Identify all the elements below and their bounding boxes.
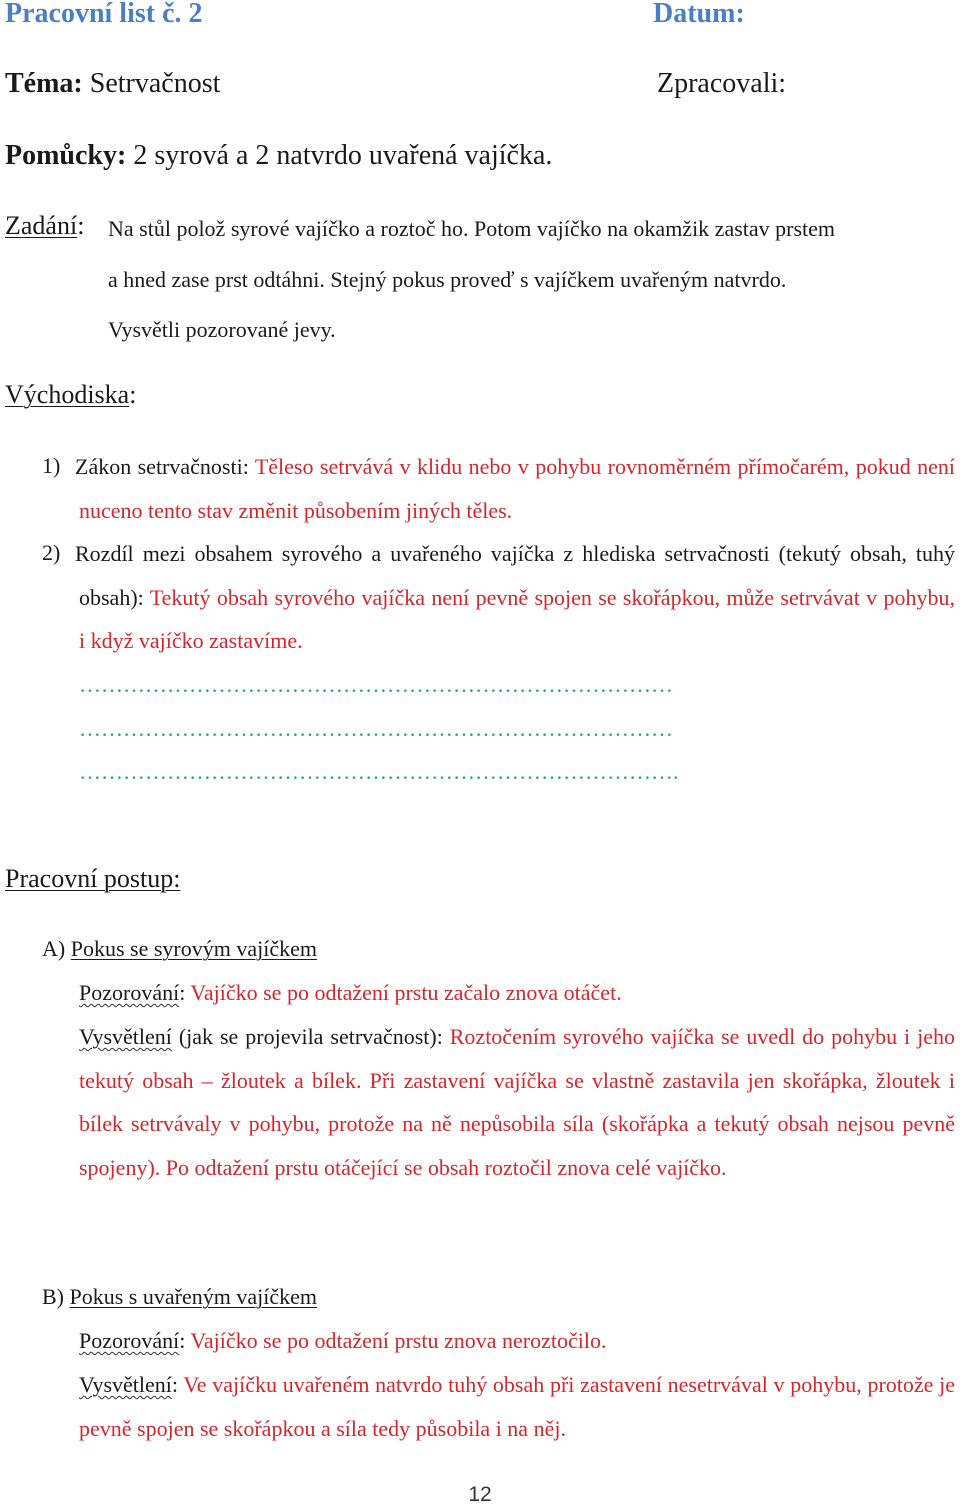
tools-line (5, 140, 552, 172)
experiment-a-letter: A) (42, 936, 66, 961)
assignment-line-1: Na stůl polož syrové vajíčko a roztoč ho. Potom vajíčko na okamžik zastav prstem (108, 216, 836, 241)
topic-line (5, 68, 220, 100)
tools-label: Pomůcky: (5, 140, 127, 171)
experiment-b-explanation-colon: : (171, 1372, 184, 1397)
experiment-b-observation-label: Pozorování (79, 1328, 180, 1353)
topic-value: Setrvačnost (82, 68, 221, 99)
basis-item-1-answer: Těleso setrvává v klidu nebo v pohybu rovnoměrném přímočarém, pokud není nuceno tento stav změnit působením jiných těles. (79, 454, 956, 523)
experiment-a-observation-colon: : (179, 980, 191, 1005)
assignment-colon: : (77, 211, 85, 240)
experiment-a-title: Pokus se syrovým vajíčkem (70, 936, 317, 961)
authors-label: Zpracovali: (657, 68, 787, 99)
basis-item-2-number: 2) (42, 540, 61, 565)
basis-item-2 (75, 532, 955, 663)
experiment-a-explanation (79, 1015, 955, 1189)
basis-item-2-answer: Tekutý obsah syrového vajíčka není pevně spojen se skořápkou, může setrvávat v pohybu, i když vajíčko zastavíme. (79, 584, 955, 653)
basis-item-1-prompt: Zákon setrvačnosti: (75, 454, 255, 479)
tools-value: 2 syrová a 2 natvrdo uvařená vajíčka. (126, 140, 553, 171)
basis-item-1 (75, 445, 956, 532)
experiment-b-title: Pokus s uvařeným vajíčkem (69, 1284, 317, 1309)
basis-item-1-number: 1) (42, 453, 61, 478)
experiment-b-explanation-label: Vysvětlení (79, 1372, 172, 1397)
page-number: 12 (468, 1483, 492, 1506)
experiment-b-observation (79, 1328, 606, 1354)
experiment-a-explanation-text: Roztočením syrového vajíčka se uvedl do pohybu i jeho tekutý obsah – žloutek a bílek. Při zastavení vajíčka se vlastně zastavila jen skořápka, žloutek i bílek setrvávaly v pohybu, protože na ně nepůsobila síla (skořápka a tekutý obsah nejsou pevně spojeny). Po odtažení prstu otáčející se obsah roztočil znova celé vajíčko. (79, 1024, 955, 1180)
basis-label: Východiska (5, 380, 130, 409)
experiment-b-observation-colon: : (179, 1328, 191, 1353)
assignment-line-2: a hned zase prst odtáhni. Stejný pokus proveď s vajíčkem uvařeným natvrdo. (108, 267, 787, 292)
experiment-b-heading (42, 1284, 317, 1310)
procedure-heading: Pracovní postup: (5, 864, 181, 893)
experiment-b-explanation-text: Ve vajíčku uvařeném natvrdo tuhý obsah při zastavení nesetrvával v pohybu, protože je pevně spojen se skořápkou a síla tedy působila i na něj. (79, 1372, 956, 1441)
answer-dots-line-1: ……………………………………………………………………… (79, 672, 673, 697)
answer-dots-line-3: ………………………………………………………………………. (79, 759, 679, 784)
answer-dots-line-2: ……………………………………………………………………… (79, 716, 673, 741)
basis-colon: : (129, 380, 137, 409)
experiment-b-letter: B) (42, 1284, 64, 1309)
assignment-label: Zadání (5, 211, 78, 240)
experiment-b-observation-text: Vajíčko se po odtažení prstu znova neroztočilo. (190, 1328, 607, 1353)
experiment-a-observation-label: Pozorování (79, 980, 180, 1005)
experiment-a-observation (79, 980, 622, 1006)
basis-item-2-prompt: Rozdíl mezi obsahem syrového a uvařeného vajíčka z hlediska setrvačnosti (tekutý obsah, tuhý obsah): (75, 541, 955, 610)
experiment-a-explanation-prompt: (jak se projevila setrvačnost): (171, 1024, 450, 1049)
experiment-b-explanation (79, 1363, 955, 1450)
sheet-title: Pracovní list č. 2 (5, 0, 203, 29)
experiment-a-observation-text: Vajíčko se po odtažení prstu začalo znova otáčet. (190, 980, 622, 1005)
date-label: Datum: (653, 0, 745, 29)
assignment-heading (5, 211, 84, 241)
experiment-a-explanation-label: Vysvětlení (79, 1024, 172, 1049)
experiment-a-heading (42, 936, 317, 962)
topic-label: Téma: (5, 68, 83, 99)
basis-heading (5, 380, 136, 410)
assignment-line-3: Vysvětli pozorované jevy. (108, 317, 336, 342)
